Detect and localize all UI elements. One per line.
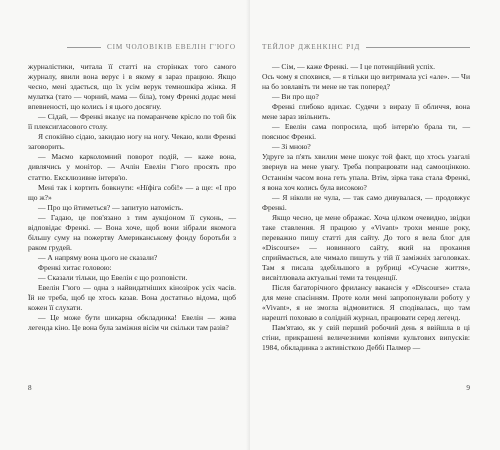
paragraph: — Гадаю, це пов'язано з тим аукціоном її суконь, — відповідає Френкі. — Вона хоче, щоб вони зібрали якомога більшу суму на пожертву Американському фонду боротьби з раком грудей.	[28, 212, 236, 252]
paragraph: Пам'ятаю, як у свій перший робочий день я ввійшла в ці стіни, прикрашені величезними копіями культових випусків: 1984, обкладинка з активісткою Деббі Палмер —	[262, 323, 470, 353]
paragraph: Після багаторічного фрилансу вакансія у «Discourse» стала для мене спасінням. Проте коли мені запропонували роботу у «Vivant», я не змогла відмовитися. Я сподівалась, що там нарешті поховаю в солідній журнал, працювати серед легенд.	[262, 283, 470, 323]
right-page	[250, 0, 500, 450]
paragraph: Френкі хитає головою:	[38, 262, 112, 272]
running-head-rule	[366, 47, 470, 48]
left-running-head	[67, 43, 236, 51]
paragraph: — Зі мною?	[272, 142, 311, 152]
paragraph: — Про що йтиметься? — запитую натомість.	[38, 202, 184, 212]
paragraph: — Ви про що?	[272, 92, 319, 102]
paragraph: Евелін Г'юго — одна з найвидатніших кінозірок усіх часів. Їй не треба, щоб це хтось казав. Вона достатньо відома, щоб кожен її слухати.	[28, 283, 236, 313]
paragraph: — Евелін сама попросила, щоб інтерв'ю брала ти, — пояснює Френкі.	[262, 122, 470, 142]
paragraph: Якщо чесно, це мене ображає. Хоча цілком очевидно, звідки таке ставлення. Я працюю у «Vivant» трохи менше року, переважно пишу статті для сайту. До того я вела блог для «Discourse» — новинного сайту, який на прохання сприймається, але чимало пишуть у тій її заміжніх заголовках. Там я писала здебільшого в рубриці «Сучасне життя», висвітлювала актуальні теми та тенденції.	[262, 212, 470, 282]
paragraph: — Сказали тільки, що Евелін є що розповісти.	[38, 272, 188, 282]
running-head-rule	[67, 47, 101, 48]
paragraph: — А напряму вона цього не сказали?	[38, 252, 158, 262]
right-running-head	[262, 43, 470, 51]
paragraph: — Сідай, — Френкі вказує на помаранчеве крісло по той бік її плексигласового столу.	[28, 112, 236, 132]
left-page-number: 8	[28, 384, 32, 392]
left-running-head-text: СІМ ЧОЛОВІКІВ ЕВЕЛІН Г'ЮГО	[106, 43, 236, 51]
paragraph: Я спокійно сідаю, закидаю ногу на ногу. Чекаю, коли Френкі заговорить.	[28, 132, 236, 152]
right-page-text	[262, 62, 470, 353]
paragraph: Ось чому я спохвися, — я тільки що витримала усі «але». — Чи на бо зовлавіть ти мене не так поперед?	[262, 72, 470, 92]
paragraph: журналістики, читала її статті на сторінках того самого журналу, явили вона верує і в якому я зараз працюю. Якщо чесно, мені здається, що їх усім верук темношкіра жінка. Я мулатка (тато — чорний, мама — біла), тому Френкі додає мені впевненості, що колись і я цього досягну.	[28, 62, 236, 112]
paragraph: — Маємо карколомний поворот подій, — каже вона, дивлячись у монітор. — Ачлін Евелін Г'юго просять про статтю. Ексклюзивне інтерв'ю.	[28, 152, 236, 182]
paragraph: Удруге за п'ять хвилин мене шокує той факт, що хтось узагалі звернув на мене увагу. Треба попрацювати над самооцінкою. Останнім часом вона геть упала. Втім, зірка така стала Френкі, я вона хоч колись була високою?	[262, 152, 470, 192]
paragraph: Френкі глибоко вдихає. Судячи з виразу її обличчя, вона мене зараз звільнить.	[262, 102, 470, 122]
paragraph: — Я ніколи не чула, — так само дивувалася, — продовжує Френкі.	[262, 192, 470, 212]
right-running-head-text: ТЕЙЛОР ДЖЕНКІНС РІД	[262, 43, 361, 51]
paragraph: — Це може бути шикарна обкладинка! Евелін — жива легенда кіно. Це вона була заміжня вісім чи скільки там разів?	[28, 313, 236, 333]
right-page-number: 9	[466, 384, 470, 392]
paragraph: Мені так і кортить бовкнути: «Нїфіга собі!» — а ще: «І про що ж?»	[28, 182, 236, 202]
paragraph: — Сім, — каже Френкі. — І це потенційний успіх.	[272, 62, 436, 71]
left-page-text	[28, 62, 236, 333]
